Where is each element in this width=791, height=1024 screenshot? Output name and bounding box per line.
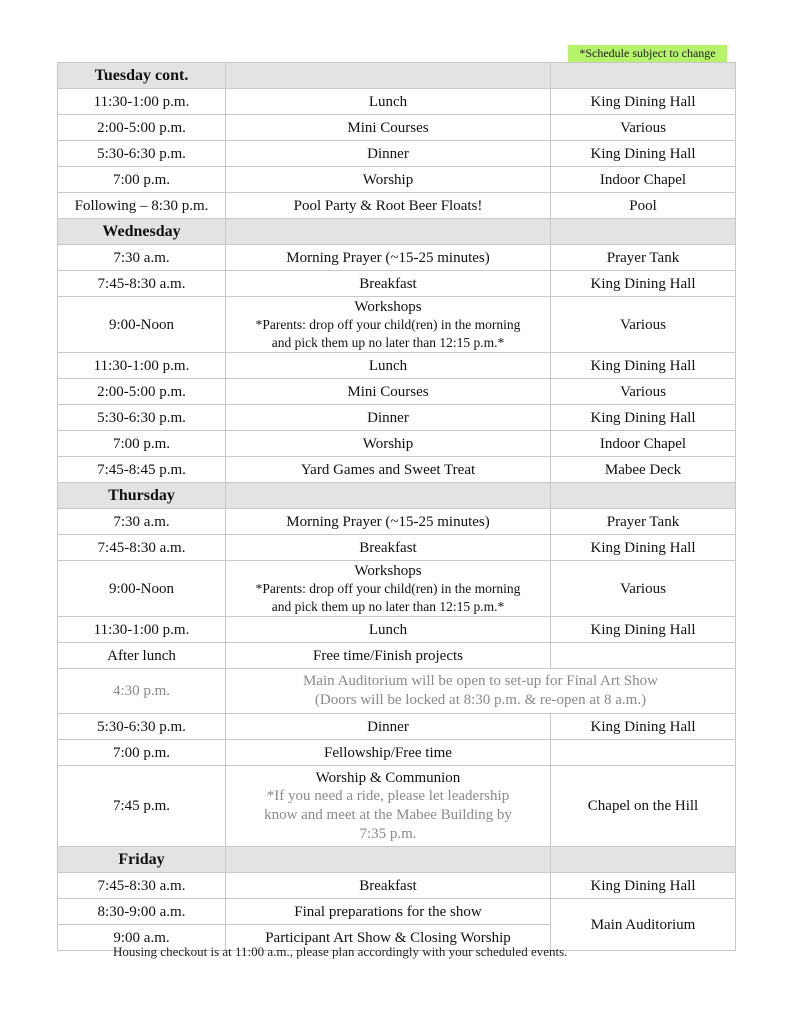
empty-cell	[551, 847, 736, 873]
event-cell: Morning Prayer (~15-25 minutes)	[226, 245, 551, 271]
table-row	[58, 167, 736, 193]
tuesday-heading-row	[58, 63, 736, 89]
workshop-row	[58, 561, 736, 617]
event-note-line: know and meet at the Mabee Building by	[264, 806, 512, 823]
event-cell: Free time/Finish projects	[226, 643, 551, 669]
event-note-line: Main Auditorium will be open to set-up for Final Art Show	[303, 673, 658, 689]
time-cell: 7:45 p.m.	[58, 766, 226, 847]
location-cell: Mabee Deck	[551, 457, 736, 483]
event-cell: Participant Art Show & Closing Worship	[226, 925, 551, 951]
event-cell: Breakfast	[226, 535, 551, 561]
time-cell: 2:00-5:00 p.m.	[58, 115, 226, 141]
event-note-line: 7:35 p.m.	[359, 825, 417, 842]
event-cell: Breakfast	[226, 271, 551, 297]
event-cell: Lunch	[226, 353, 551, 379]
event-cell	[226, 669, 736, 714]
time-cell: 11:30-1:00 p.m.	[58, 617, 226, 643]
table-row	[58, 431, 736, 457]
event-note-line: *Parents: drop off your child(ren) in the morning	[255, 316, 521, 332]
event-cell: Fellowship/Free time	[226, 740, 551, 766]
thursday-heading-row	[58, 483, 736, 509]
empty-cell	[551, 63, 736, 89]
friday-heading-row	[58, 847, 736, 873]
wednesday-heading-row	[58, 219, 736, 245]
table-row	[58, 193, 736, 219]
table-row	[58, 899, 736, 925]
table-row	[58, 379, 736, 405]
location-cell: Main Auditorium	[551, 899, 736, 951]
empty-cell	[551, 483, 736, 509]
location-cell: King Dining Hall	[551, 617, 736, 643]
time-cell: 7:45-8:45 p.m.	[58, 457, 226, 483]
table-row	[58, 714, 736, 740]
time-cell: After lunch	[58, 643, 226, 669]
art-show-setup-row	[58, 669, 736, 714]
table-row	[58, 353, 736, 379]
table-row	[58, 740, 736, 766]
table-row	[58, 535, 736, 561]
time-cell: 7:45-8:30 a.m.	[58, 271, 226, 297]
table-row	[58, 617, 736, 643]
time-cell: 5:30-6:30 p.m.	[58, 405, 226, 431]
table-row	[58, 405, 736, 431]
table-row	[58, 643, 736, 669]
location-cell: Various	[551, 297, 736, 353]
event-cell: Mini Courses	[226, 379, 551, 405]
event-cell: Mini Courses	[226, 115, 551, 141]
day-heading: Thursday	[58, 483, 226, 509]
location-cell: Indoor Chapel	[551, 431, 736, 457]
location-cell: Various	[551, 561, 736, 617]
event-title: Worship & Communion	[315, 769, 461, 786]
event-note-line: and pick them up no later than 12:15 p.m.*	[271, 334, 505, 350]
location-cell: Chapel on the Hill	[551, 766, 736, 847]
table-row	[58, 457, 736, 483]
location-cell: King Dining Hall	[551, 535, 736, 561]
table-row	[58, 89, 736, 115]
time-cell: 7:00 p.m.	[58, 740, 226, 766]
empty-cell	[226, 847, 551, 873]
event-title: Workshops	[354, 562, 422, 579]
location-cell: King Dining Hall	[551, 141, 736, 167]
time-cell: Following – 8:30 p.m.	[58, 193, 226, 219]
schedule-note: *Schedule subject to change	[568, 45, 727, 62]
event-cell: Morning Prayer (~15-25 minutes)	[226, 509, 551, 535]
day-heading: Wednesday	[58, 219, 226, 245]
table-row	[58, 245, 736, 271]
table-row	[58, 509, 736, 535]
table-row	[58, 271, 736, 297]
location-cell: Pool	[551, 193, 736, 219]
time-cell: 7:00 p.m.	[58, 167, 226, 193]
location-cell	[551, 740, 736, 766]
event-cell: Breakfast	[226, 873, 551, 899]
event-title: Workshops	[354, 298, 422, 315]
location-cell: Prayer Tank	[551, 245, 736, 271]
empty-cell	[226, 483, 551, 509]
location-cell: King Dining Hall	[551, 271, 736, 297]
location-cell: King Dining Hall	[551, 405, 736, 431]
time-cell: 7:30 a.m.	[58, 245, 226, 271]
event-cell: Worship	[226, 167, 551, 193]
event-cell: Lunch	[226, 617, 551, 643]
event-cell: Dinner	[226, 405, 551, 431]
footer-note: Housing checkout is at 11:00 a.m., please plan accordingly with your scheduled events.	[113, 944, 568, 959]
time-cell: 9:00-Noon	[58, 297, 226, 353]
event-cell	[226, 766, 551, 847]
communion-row	[58, 766, 736, 847]
event-cell: Worship	[226, 431, 551, 457]
schedule-table	[57, 62, 736, 951]
table-row	[58, 141, 736, 167]
empty-cell	[226, 219, 551, 245]
day-heading: Tuesday cont.	[58, 63, 226, 89]
time-cell: 7:00 p.m.	[58, 431, 226, 457]
time-cell: 7:30 a.m.	[58, 509, 226, 535]
time-cell: 7:45-8:30 a.m.	[58, 873, 226, 899]
table-row	[58, 873, 736, 899]
event-cell	[226, 297, 551, 353]
event-cell: Final preparations for the show	[226, 899, 551, 925]
time-cell: 9:00 a.m.	[58, 925, 226, 951]
location-cell: King Dining Hall	[551, 353, 736, 379]
time-cell: 9:00-Noon	[58, 561, 226, 617]
time-cell: 5:30-6:30 p.m.	[58, 141, 226, 167]
time-cell: 7:45-8:30 a.m.	[58, 535, 226, 561]
event-cell: Pool Party & Root Beer Floats!	[226, 193, 551, 219]
event-note-line: *If you need a ride, please let leadership	[266, 787, 510, 804]
location-cell	[551, 643, 736, 669]
event-cell: Dinner	[226, 714, 551, 740]
time-cell: 11:30-1:00 p.m.	[58, 353, 226, 379]
event-note-line: *Parents: drop off your child(ren) in the morning	[255, 580, 521, 596]
location-cell: King Dining Hall	[551, 873, 736, 899]
location-cell: Prayer Tank	[551, 509, 736, 535]
event-cell: Dinner	[226, 141, 551, 167]
empty-cell	[551, 219, 736, 245]
time-cell: 8:30-9:00 a.m.	[58, 899, 226, 925]
event-note-line: and pick them up no later than 12:15 p.m.*	[271, 598, 505, 614]
event-cell: Lunch	[226, 89, 551, 115]
table-row	[58, 115, 736, 141]
location-cell: Indoor Chapel	[551, 167, 736, 193]
event-cell: Yard Games and Sweet Treat	[226, 457, 551, 483]
location-cell: Various	[551, 379, 736, 405]
location-cell: Various	[551, 115, 736, 141]
day-heading: Friday	[58, 847, 226, 873]
location-cell: King Dining Hall	[551, 714, 736, 740]
time-cell: 5:30-6:30 p.m.	[58, 714, 226, 740]
event-note-line: (Doors will be locked at 8:30 p.m. & re-open at 8 a.m.)	[314, 692, 647, 708]
time-cell: 2:00-5:00 p.m.	[58, 379, 226, 405]
empty-cell	[226, 63, 551, 89]
location-cell: King Dining Hall	[551, 89, 736, 115]
event-cell	[226, 561, 551, 617]
workshop-row	[58, 297, 736, 353]
time-cell: 4:30 p.m.	[58, 669, 226, 714]
time-cell: 11:30-1:00 p.m.	[58, 89, 226, 115]
